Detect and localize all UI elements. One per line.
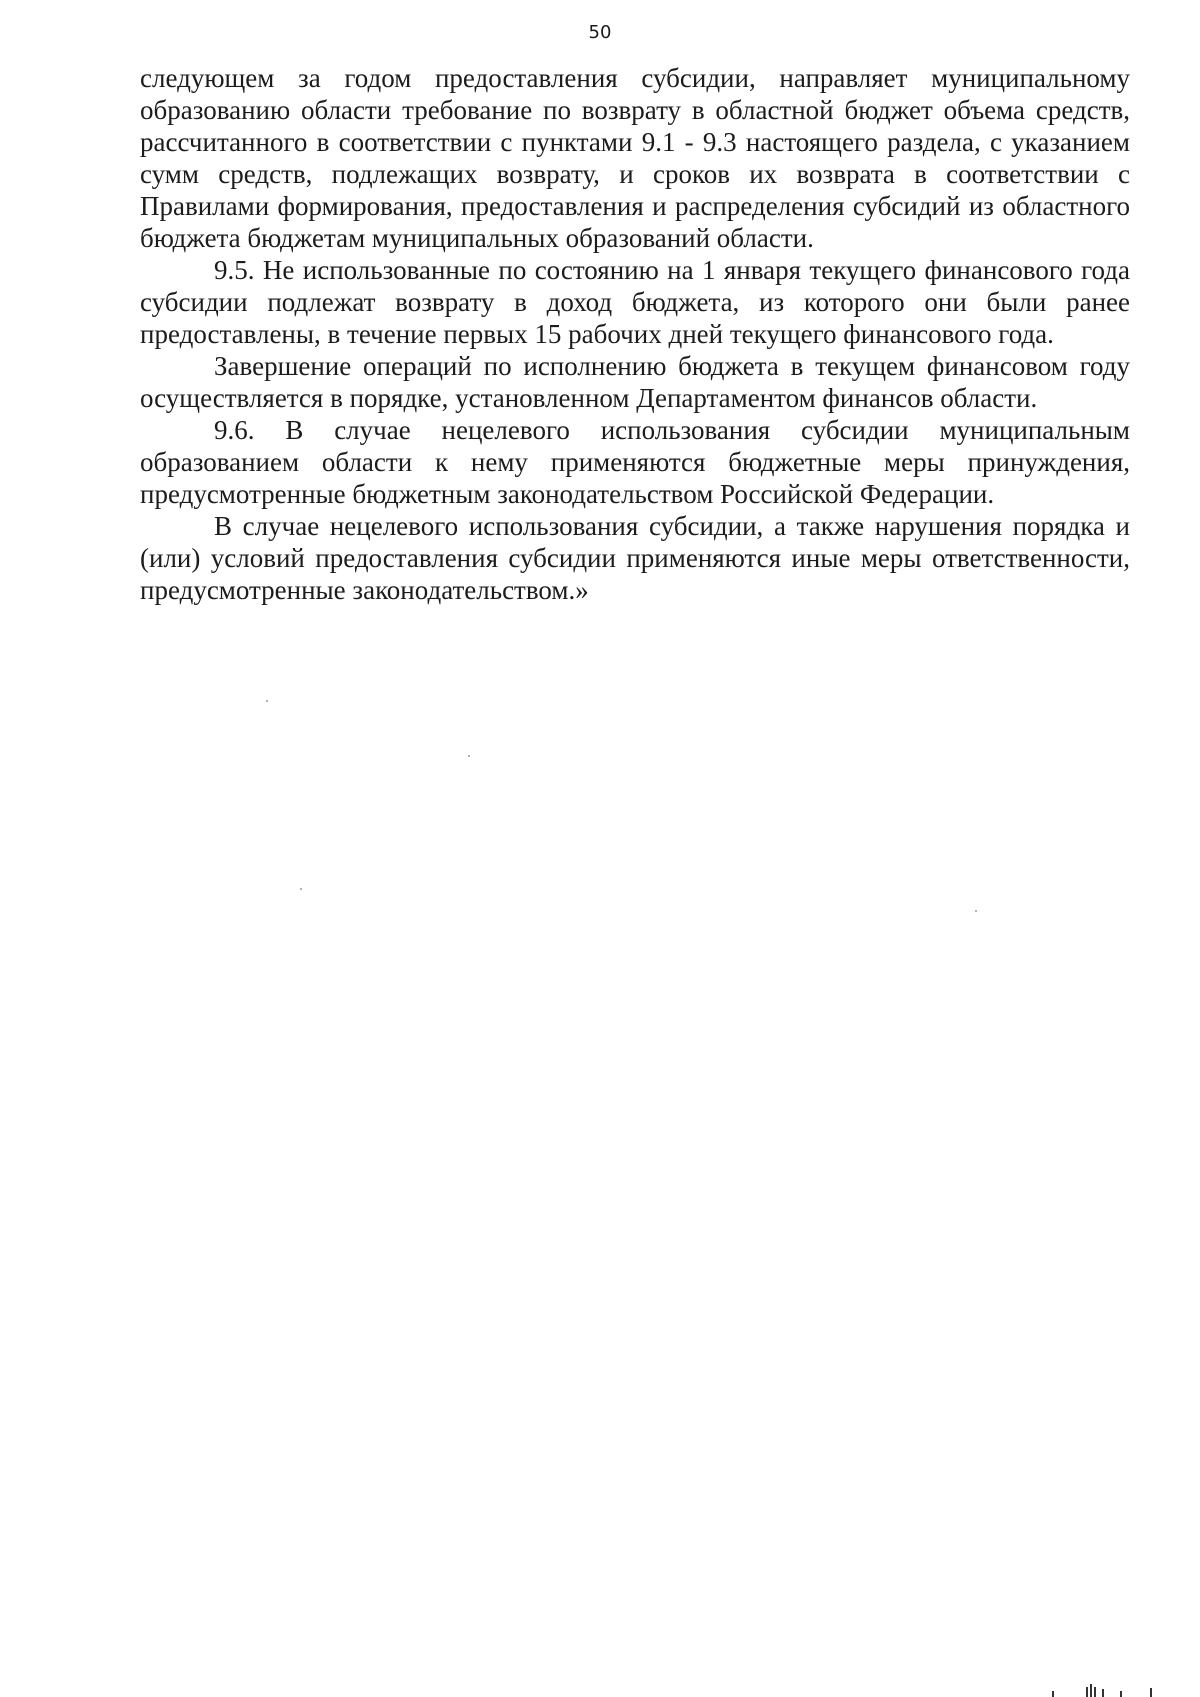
page-number: 50 bbox=[588, 22, 612, 43]
document-body bbox=[140, 62, 1130, 606]
paragraph-other-measures: В случае нецелевого использования субсидии, а также нарушения порядка и (или) условий предоставления субсидии применяются иные меры ответственности, предусмотренные законодательством.» bbox=[140, 511, 1130, 605]
paragraph-continuation: следующем за годом предоставления субсидии, направляет муниципальному образованию области требование по возврату в областной бюджет объема средств, рассчитанного в соответствии с пунктами 9.1 - 9.3 настоящего раздела, с указанием сумм средств, подлежащих возврату, и сроков их возврата в соответствии с Правилами формирования, предоставления и распределения субсидий из областного бюджета бюджетам муниципальных образований области. bbox=[140, 63, 1130, 253]
scan-speck bbox=[468, 755, 470, 757]
paragraph-9-5: 9.5. Не использованные по состоянию на 1 января текущего финансового года субсидии подлежат возврату в доход бюджета, из которого они были ранее предоставлены, в течение первых 15 рабочих дней текущего финансового года. bbox=[140, 255, 1130, 349]
scan-speck bbox=[266, 700, 268, 702]
paragraph-9-6: 9.6. В случае нецелевого использования субсидии муниципальным образованием области к нему применяются бюджетные меры принуждения, предусмотренные бюджетным законодательством Российской Федерации. bbox=[140, 415, 1130, 509]
scan-edge-marks bbox=[1050, 1684, 1170, 1697]
scan-speck bbox=[975, 910, 977, 912]
scan-speck bbox=[300, 888, 302, 890]
paragraph-budget-completion: Завершение операций по исполнению бюджета в текущем финансовом году осуществляется в порядке, установленном Департаментом финансов области. bbox=[140, 351, 1130, 413]
